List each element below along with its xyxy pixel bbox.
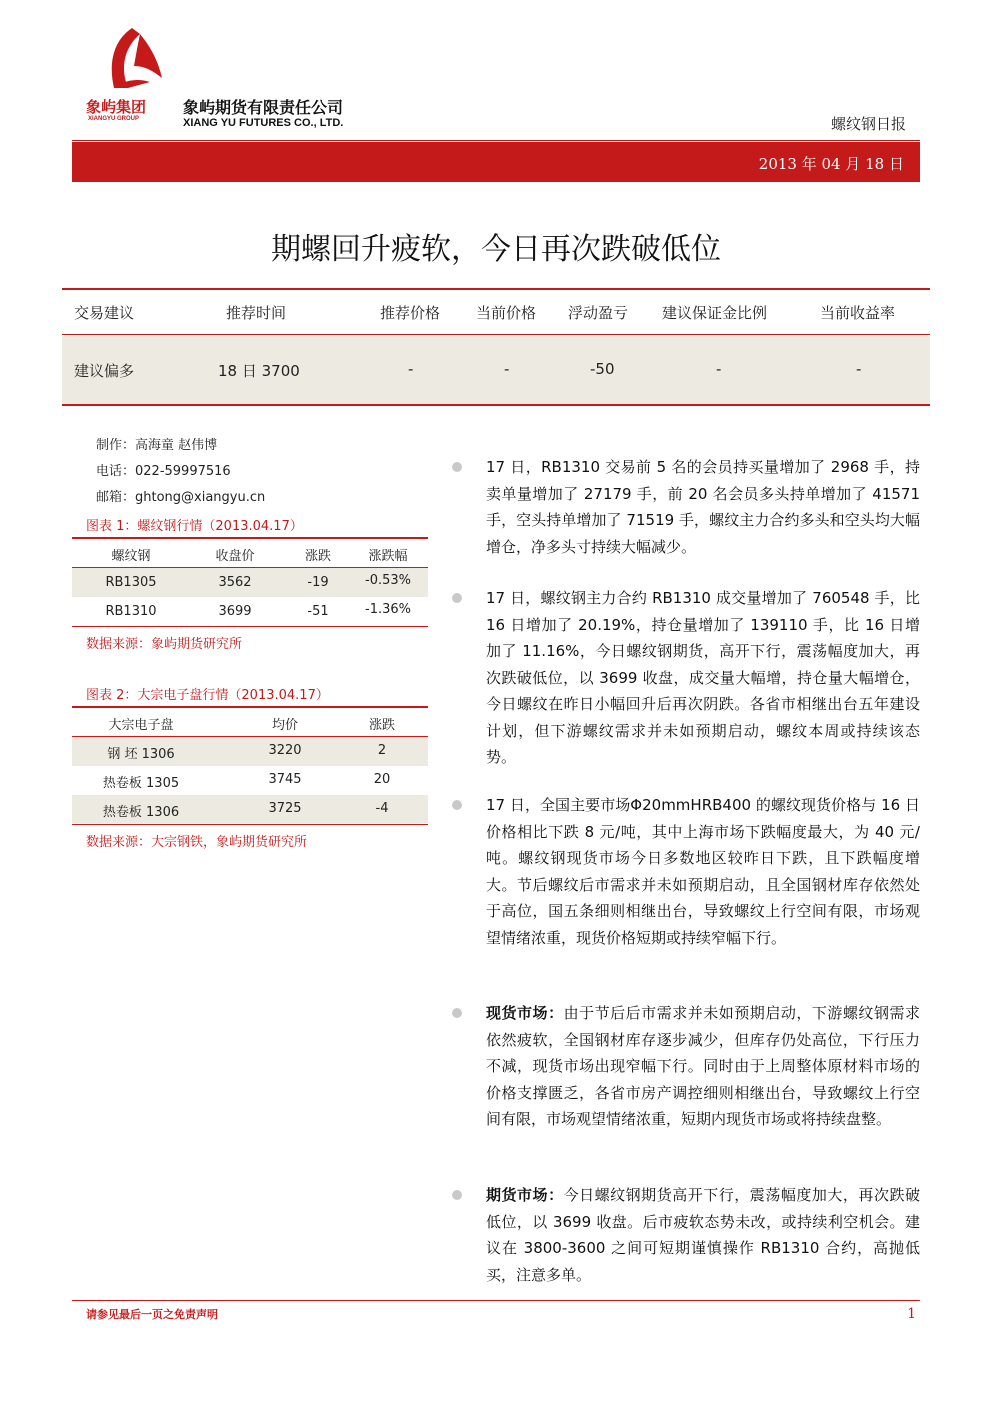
figure2-cell: 钢 坯 1306 (107, 747, 175, 762)
bullet-icon (452, 1008, 462, 1018)
figure2-cell: 热卷板 1305 (102, 776, 180, 791)
commentary-paragraph (486, 1000, 920, 1133)
header-divider (72, 140, 920, 141)
figure2-cell: 3745 (268, 772, 302, 787)
figure1-cell: -0.53% (365, 573, 411, 588)
bullet-icon (452, 593, 462, 603)
paragraph-text: 17 日，全国主要市场Φ20mmHRB400 的螺纹现货价格与 16 日价格相比下跌 8 元/吨，其中上海市场下跌幅度最大，为 40 元/吨。螺纹钢现货市场今日多数地区较昨日下跌，且下跌幅度增大。节后螺纹后市需求并未如预期启动，且全国钢材库存依然处于高位，国五条细则相继出台，导致螺纹上行空间有限，市场观望情绪浓重，现货价格短期或持续窄幅下行。 (486, 796, 920, 947)
header-cell: 建议保证金比例 (662, 304, 768, 322)
advice-cell: - (716, 360, 722, 378)
header-cell: 当前收益率 (820, 304, 896, 322)
figure2-header: 均价 (271, 718, 298, 733)
email-link[interactable]: 邮箱：ghtong@xiangyu.cn (96, 490, 266, 505)
figure2-cell: 热卷板 1306 (102, 805, 180, 820)
advice-cell: 18 日 3700 (218, 362, 300, 380)
figure1-header: 涨跌 (304, 549, 331, 564)
phone-line: 电话：022-59997516 (96, 464, 231, 479)
company-name-en: XIANG YU FUTURES CO., LTD. (183, 117, 344, 129)
figure1-header: 螺纹钢 (111, 549, 151, 564)
advice-table-header-rule (62, 334, 930, 335)
figure1-cell: RB1310 (105, 604, 157, 619)
figure1-cell: RB1305 (105, 575, 157, 590)
header-cell: 浮动盈亏 (568, 304, 629, 322)
page-number: 1 (907, 1306, 916, 1322)
advice-cell: - (504, 360, 510, 378)
figure2-header: 涨跌 (368, 718, 395, 733)
advice-cell: - (856, 360, 862, 378)
advice-table-row (62, 336, 930, 404)
company-logo (84, 26, 174, 128)
paragraph-lead: 现货市场： (486, 1004, 564, 1022)
date-bar (72, 142, 920, 182)
figure1-cell: 3562 (218, 575, 252, 590)
advice-table-bottom-rule (62, 404, 930, 406)
figure1-bottom-rule (72, 626, 428, 627)
figure1-cell: -19 (307, 575, 329, 590)
paragraph-text: 17 日，RB1310 交易前 5 名的会员持买量增加了 2968 手，持卖单量增加了 27179 手，前 20 名会员多头持单增加了 41571 手，空头持单增加了 71519 手，螺纹主力合约多头和空头均大幅增仓，净多头寸持续大幅减少。 (486, 458, 920, 556)
figure2-cell: 2 (377, 743, 387, 758)
figure1-cell: -51 (307, 604, 329, 619)
author-line: 制作：高海童 赵伟博 (96, 438, 218, 453)
commentary-paragraph (486, 792, 920, 951)
logo-subtext: XIANGYU GROUP (88, 116, 140, 122)
figure1-title: 图表 1：螺纹钢行情（2013.04.17） (86, 519, 303, 534)
report-type: 螺纹钢日报 (830, 115, 906, 133)
company-name-cn: 象屿期货有限责任公司 (183, 98, 344, 117)
header-cell: 推荐时间 (226, 304, 287, 322)
header-cell: 交易建议 (74, 304, 135, 322)
footer-divider (72, 1300, 920, 1301)
bullet-icon (452, 462, 462, 472)
paragraph-lead: 期货市场： (486, 1186, 564, 1204)
logo-text: 象屿集团 (86, 98, 147, 116)
figure2-cell: -4 (375, 801, 389, 816)
commentary-paragraph (486, 585, 920, 771)
advice-cell: - (408, 360, 414, 378)
figure2-source: 数据来源：大宗钢铁，象屿期货研究所 (86, 835, 308, 850)
figure2-cell: 3725 (268, 801, 302, 816)
figure2-top-rule (72, 706, 428, 708)
report-date: 2013 年 04 月 18 日 (758, 155, 904, 173)
bullet-icon (452, 800, 462, 810)
figure1-header: 收盘价 (215, 549, 255, 564)
figure2-title: 图表 2：大宗电子盘行情（2013.04.17） (86, 688, 329, 703)
advice-table-header (62, 290, 930, 334)
paragraph-text: 由于节后后市需求并未如预期启动，下游螺纹钢需求依然疲软，全国钢材库存逐步减少，但库存仍处高位，下行压力不减，现货市场出现窄幅下行。同时由于上周整体原材料市场的价格支撑匮乏，各省市房产调控细则相继出台，导致螺纹上行空间有限，市场观望情绪浓重，短期内现货市场或将持续盘整。 (486, 1004, 920, 1128)
figure2-cell: 20 (373, 772, 391, 787)
figure1-cell: 3699 (218, 604, 252, 619)
figure1-source: 数据来源：象屿期货研究所 (86, 637, 243, 652)
header-cell: 当前价格 (476, 304, 537, 322)
figure1-top-rule (72, 537, 428, 539)
advice-cell: -50 (590, 360, 615, 378)
figure2-bottom-rule (72, 824, 428, 825)
figure2-header: 大宗电子盘 (108, 718, 174, 733)
paragraph-text: 17 日，螺纹钢主力合约 RB1310 成交量增加了 760548 手，比 16 日增加了 20.19%，持仓量增加了 139110 手，比 16 日增加了 11.16%，今日螺纹钢期货，高开下行，震荡幅度加大，再次跌破低位，以 3699 收盘，成交量大幅增，持仓量大幅增仓，今日螺纹在昨日小幅回升后再次阴跌。各省市相继出台五年建设计划，但下游螺纹需求并未如预期启动，螺纹本周或持续该态势。 (486, 589, 920, 766)
commentary-paragraph (486, 1182, 920, 1288)
figure2-cell: 3220 (268, 743, 302, 758)
disclaimer-link[interactable]: 请参见最后一页之免责声明 (86, 1308, 218, 1321)
bullet-icon (452, 1190, 462, 1200)
advice-cell: 建议偏多 (74, 362, 135, 380)
header-cell: 推荐价格 (380, 304, 441, 322)
commentary-paragraph (486, 454, 920, 560)
paragraph-text: 今日螺纹钢期货高开下行，震荡幅度加大，再次跌破低位，以 3699 收盘。后市疲软态势未改，或持续利空机会。建议在 3800-3600 之间可短期谨慎操作 RB1310 合约，高抛低买，注意多单。 (486, 1186, 920, 1284)
page-title: 期螺回升疲软，今日再次跌破低位 (271, 232, 721, 267)
figure1-header: 涨跌幅 (368, 549, 408, 564)
figure1-cell: -1.36% (365, 602, 411, 617)
